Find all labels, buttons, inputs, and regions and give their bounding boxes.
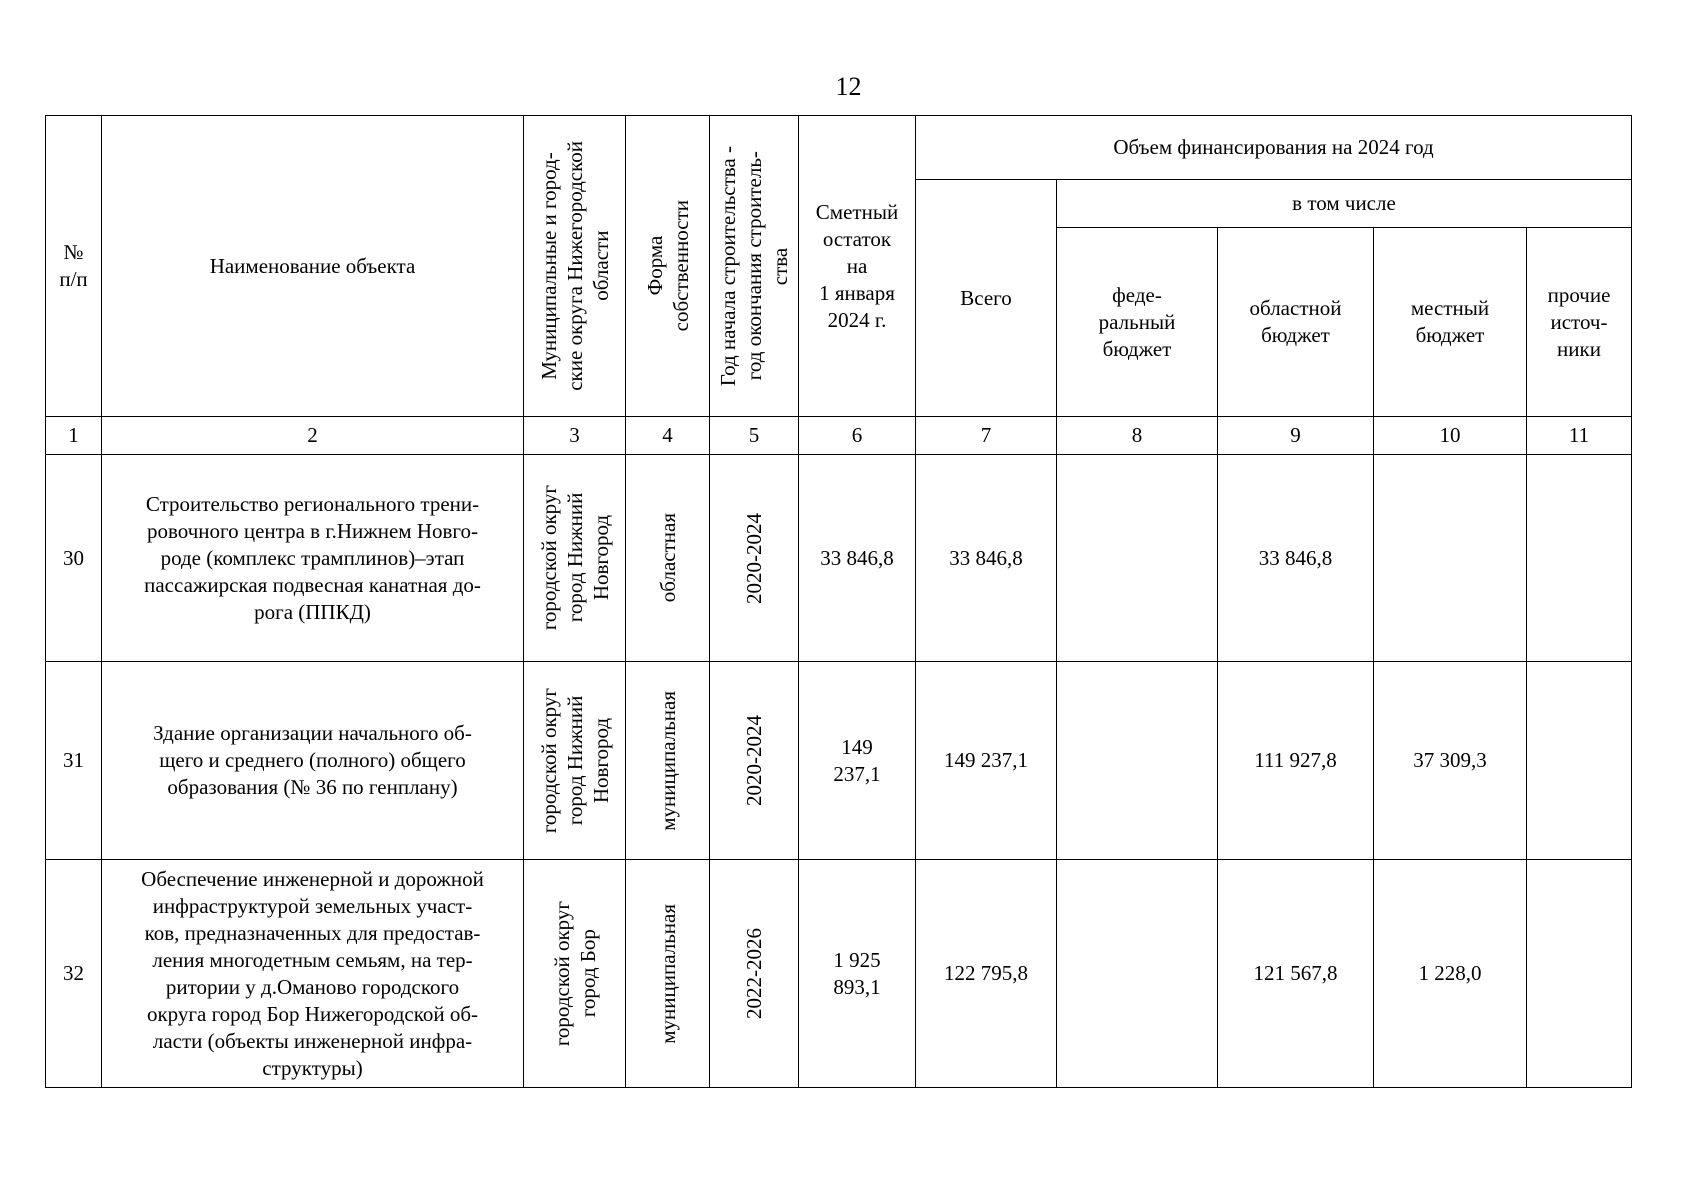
- local: [1374, 455, 1527, 662]
- municipality: городской округ город Нижний Новгород: [524, 662, 626, 860]
- financing-table: [45, 115, 1632, 1088]
- other: [1527, 662, 1632, 860]
- other: [1527, 455, 1632, 662]
- object-name: Строительство регионального трени- ровочного центра в г.Нижнем Новго- роде (комплекс трамплинов)–этап пассажирская подвесная канатная до- рога (ППКД): [102, 455, 524, 662]
- table-row: [46, 662, 1632, 860]
- page-number: 12: [835, 72, 862, 101]
- total: 122 795,8: [916, 860, 1057, 1088]
- estimate: 33 846,8: [799, 455, 916, 662]
- ownership: муниципальная: [626, 662, 710, 860]
- header-other: прочие источ- ники: [1527, 228, 1632, 417]
- estimate: 149 237,1: [799, 662, 916, 860]
- municipality: городской округ город Нижний Новгород: [524, 455, 626, 662]
- years: 2020-2024: [710, 455, 799, 662]
- total: 33 846,8: [916, 455, 1057, 662]
- ownership: областная: [626, 455, 710, 662]
- row-num: 32: [46, 860, 102, 1088]
- header-including: в том числе: [1057, 180, 1632, 228]
- header-regional: областной бюджет: [1218, 228, 1374, 417]
- column-numbers-row: [46, 417, 1632, 455]
- header-total: Всего: [916, 180, 1057, 417]
- regional: 33 846,8: [1218, 455, 1374, 662]
- header-local: местный бюджет: [1374, 228, 1527, 417]
- header-municipality: Муниципальные и город- ские округа Нижегородской области: [524, 116, 626, 417]
- column-number: 9: [1218, 417, 1374, 455]
- years: 2020-2024: [710, 662, 799, 860]
- column-number: 1: [46, 417, 102, 455]
- header-years: Год начала строительства - год окончания строитель- ства: [710, 116, 799, 417]
- header-estimate: Сметный остаток на 1 января 2024 г.: [799, 116, 916, 417]
- estimate: 1 925 893,1: [799, 860, 916, 1088]
- local: 37 309,3: [1374, 662, 1527, 860]
- column-number: 3: [524, 417, 626, 455]
- column-number: 6: [799, 417, 916, 455]
- object-name: Здание организации начального об- щего и среднего (полного) общего образования (№ 36 по генплану): [102, 662, 524, 860]
- local: 1 228,0: [1374, 860, 1527, 1088]
- column-number: 2: [102, 417, 524, 455]
- column-number: 11: [1527, 417, 1632, 455]
- table-row: [46, 455, 1632, 662]
- header-num: № п/п: [46, 116, 102, 417]
- object-name: Обеспечение инженерной и дорожной инфраструктурой земельных участ- ков, предназначенных для предостав- ления многодетным семьям, на тер- ритории у д.Оманово городского округа город Бор Нижегородской об- ласти (объекты инженерной инфра- структуры): [102, 860, 524, 1088]
- column-number: 10: [1374, 417, 1527, 455]
- total: 149 237,1: [916, 662, 1057, 860]
- federal: [1057, 860, 1218, 1088]
- federal: [1057, 662, 1218, 860]
- federal: [1057, 455, 1218, 662]
- header-ownership: Форма собственности: [626, 116, 710, 417]
- column-number: 5: [710, 417, 799, 455]
- table-row: [46, 860, 1632, 1088]
- header-funding: Объем финансирования на 2024 год: [916, 116, 1632, 180]
- other: [1527, 860, 1632, 1088]
- row-num: 30: [46, 455, 102, 662]
- header-federal: феде- ральный бюджет: [1057, 228, 1218, 417]
- ownership: муниципальная: [626, 860, 710, 1088]
- column-number: 4: [626, 417, 710, 455]
- column-number: 7: [916, 417, 1057, 455]
- row-num: 31: [46, 662, 102, 860]
- regional: 121 567,8: [1218, 860, 1374, 1088]
- header-object-name: Наименование объекта: [102, 116, 524, 417]
- years: 2022-2026: [710, 860, 799, 1088]
- municipality: городской округ город Бор: [524, 860, 626, 1088]
- column-number: 8: [1057, 417, 1218, 455]
- regional: 111 927,8: [1218, 662, 1374, 860]
